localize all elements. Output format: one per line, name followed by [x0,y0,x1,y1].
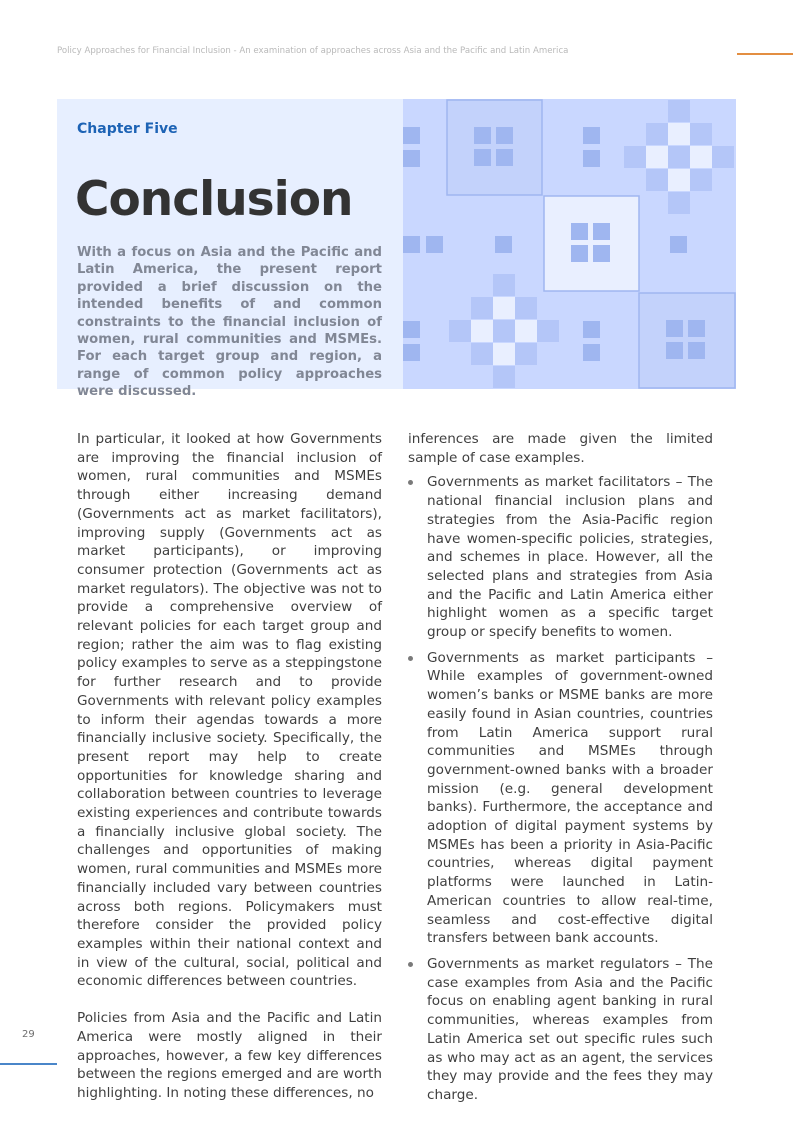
left-column [77,430,382,1103]
bullet-dot-icon [408,480,413,485]
outlined-square [544,196,639,291]
bullet-item [408,473,713,641]
page-number: 29 [22,1029,35,1040]
bullet-text: Governments as market facilitators – The national financial inclusion plans and strategies from the Asia-Pacific region have women-specific policies, strategies, and schemes in place. However, all the selected plans and strategies from Asia and the Pacific and Latin America either highlight women as a specific target group or specify benefits to women. [427,474,713,641]
body-paragraph: Policies from Asia and the Pacific and Latin America were mostly aligned in their approaches, however, a few key differences between the regions emerged and are worth highlighting. In noting these differences, no [77,1010,382,1101]
bullet-text: Governments as market participants – While examples of government-owned women’s banks or MSME banks are more easily found in Asian countries, countries from Latin America support rural communities and MSMEs through government-owned banks with a broader mission (e.g. general development banks). Furthermore, the acceptance and adoption of digital payment systems by MSMEs has been a priority in Asia-Pacific countries, whereas digital payment platforms were launched in Latin-American countries to allow real-time, seamless and cost-effective digital transfers between bank accounts. [427,649,713,947]
chapter-summary: With a focus on Asia and the Pacific and Latin America, the present report provided a brief discussion on the intended benefits of and common constraints to the financial inclusion of women, rural communities and MSMEs. For each target group and region, a range of common policy approaches were discussed. [77,245,382,400]
body-paragraph: inferences are made given the limited sample of case examples. [408,431,713,466]
body-paragraph: In particular, it looked at how Governments are improving the financial inclusion of women, rural communities and MSMEs through either increasing demand (Governments act as market facilitators), improving supply (Governments act as market participants), or improving consumer protection (Governments act as market regulators). The objective was not to provide a comprehensive overview of relevant policies for each target group and region; rather the aim was to flag existing policy examples to serve as a steppingstone for further research and to provide Governments with relevant policy examples to inform their agendas towards a more financially inclusive society. Specifically, the present report may help to create opportunities for knowledge sharing and collaboration between countries to leverage existing experiences and contribute towards a financially inclusive global society. The challenges and opportunities of making women, rural communities and MSMEs more financially included vary between countries across both regions. Policymakers must therefore consider the provided policy examples within their national context and in view of the cultural, social, political and economic differences between countries. [77,431,382,990]
running-header: Policy Approaches for Financial Inclusion - An examination of approaches across Asia and the Pacific and Latin America [57,46,569,56]
bullet-dot-icon [408,656,413,661]
right-column [408,430,713,1112]
bullet-dot-icon [408,962,413,967]
outlined-square [639,293,735,388]
chapter-hero-banner [57,99,736,400]
page-title: Conclusion [75,172,353,227]
decorative-tile-pattern [403,99,736,389]
chapter-label: Chapter Five [77,121,178,137]
bullet-item [408,955,713,1105]
footer-accent-rule [0,1063,57,1065]
outlined-square [447,100,542,195]
bullet-list [408,473,713,1104]
bullet-text: Governments as market regulators – The case examples from Asia and the Pacific focus on enabling agent banking in rural communities, whereas examples from Latin America set out specific rules such as who may act as an agent, the services they may provide and the fees they may charge. [427,955,713,1103]
bullet-item [408,649,713,948]
header-accent-rule [737,53,793,55]
